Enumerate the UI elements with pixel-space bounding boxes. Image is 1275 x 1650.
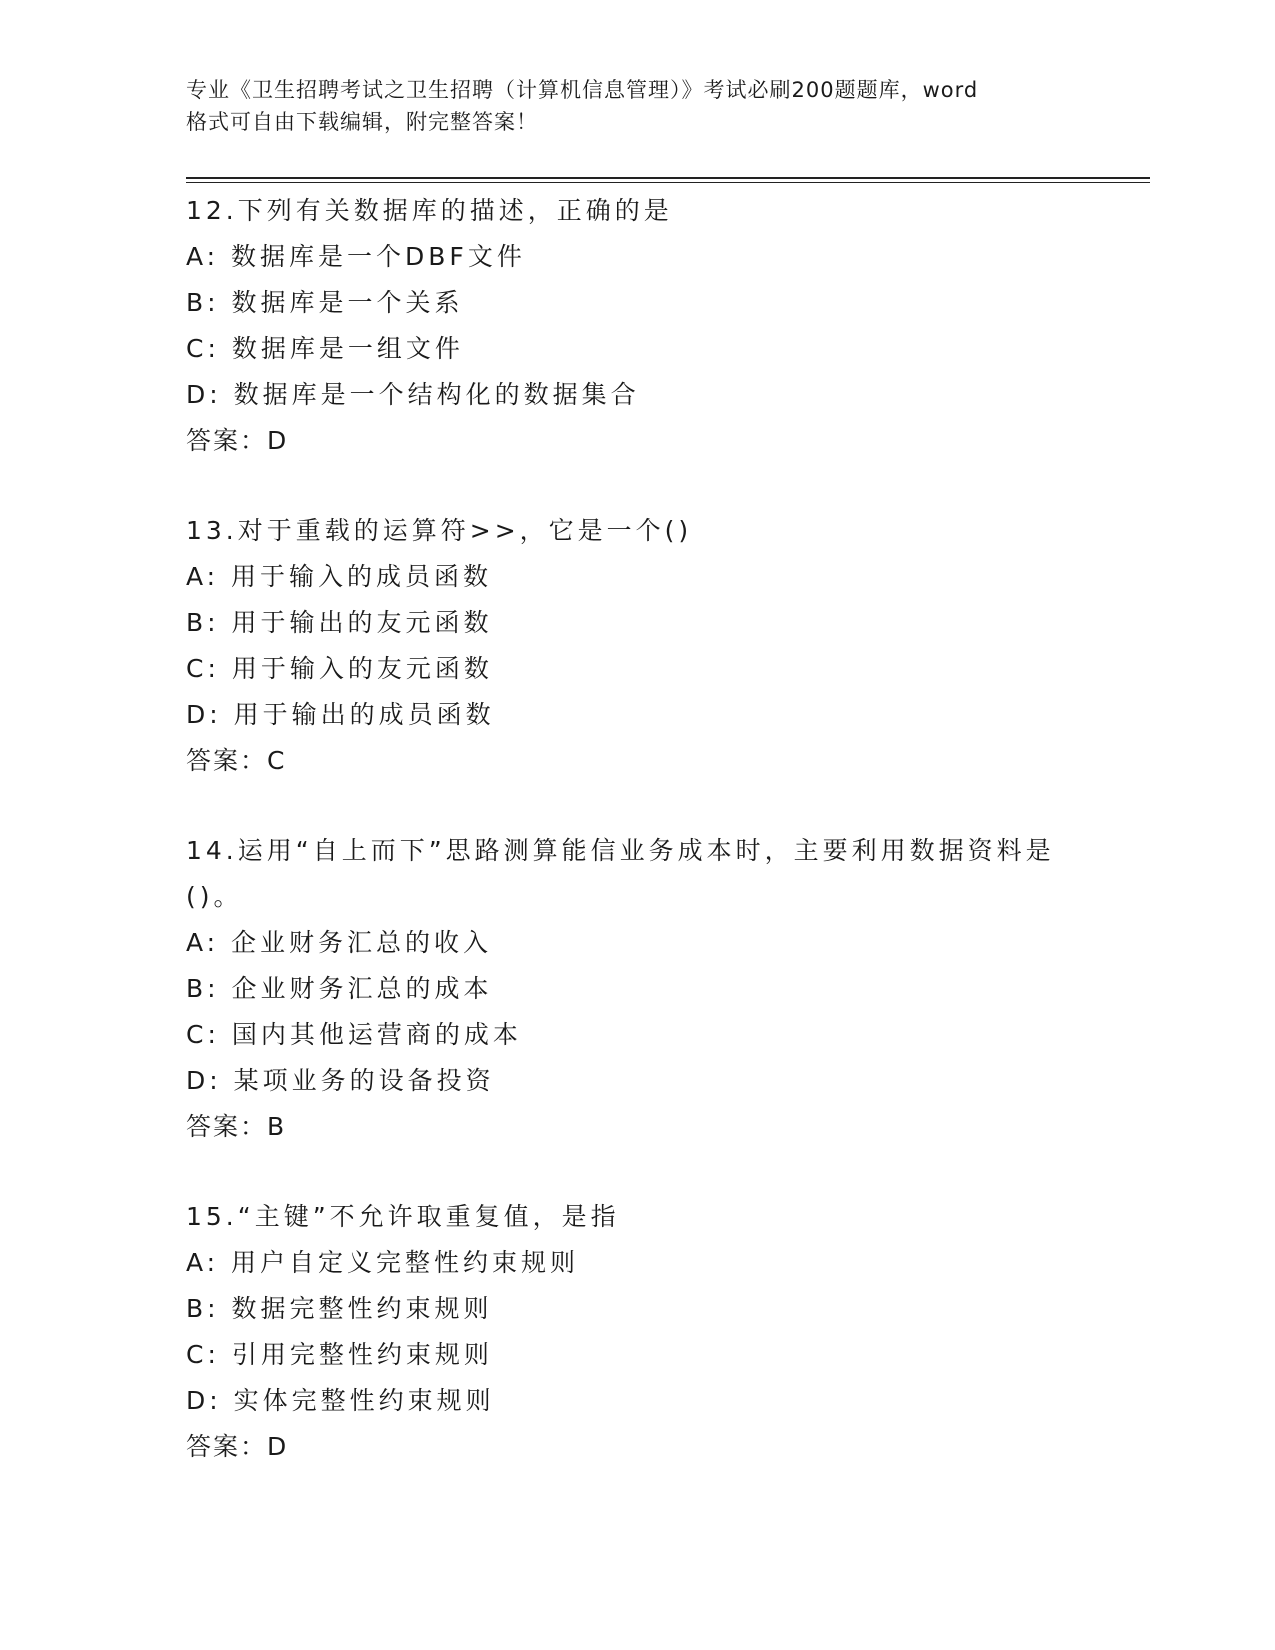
document-header: [186, 74, 1086, 138]
question-stem: 15.“主键”不允许取重复值，是指: [186, 1202, 620, 1231]
answer-label: 答案：: [186, 1432, 268, 1461]
answer-line: [186, 1104, 1086, 1150]
option-a: A: 用于输入的成员函数: [186, 562, 493, 591]
option-a: A: 数据库是一个DBF文件: [186, 242, 526, 271]
header-line-2: 格式可自由下载编辑，附完整答案！: [186, 110, 538, 134]
answer-label: 答案：: [186, 1112, 268, 1141]
question-stem: 12.下列有关数据库的描述，正确的是: [186, 196, 673, 225]
header-divider-thin: [186, 182, 1150, 183]
answer-value: D: [267, 426, 288, 455]
answer-value: D: [267, 1432, 288, 1461]
option-b: B: 数据库是一个关系: [186, 288, 464, 317]
question-12: [186, 188, 1086, 464]
option-d: D: 用于输出的成员函数: [186, 700, 495, 729]
question-13: [186, 508, 1086, 784]
header-line-1: 专业《卫生招聘考试之卫生招聘（计算机信息管理）》考试必刷200题题库，word: [186, 78, 979, 102]
question-list: [186, 188, 1086, 1514]
option-c: C: 数据库是一组文件: [186, 334, 464, 363]
option-d: D: 数据库是一个结构化的数据集合: [186, 380, 640, 409]
option-b: B: 企业财务汇总的成本: [186, 974, 493, 1003]
question-14: [186, 828, 1086, 1150]
option-b: B: 数据完整性约束规则: [186, 1294, 493, 1323]
question-15: [186, 1194, 1086, 1470]
answer-line: [186, 738, 1086, 784]
option-a: A: 用户自定义完整性约束规则: [186, 1248, 580, 1277]
answer-label: 答案：: [186, 426, 268, 455]
option-d: D: 实体完整性约束规则: [186, 1386, 495, 1415]
answer-line: [186, 418, 1086, 464]
question-stem: 13.对于重载的运算符>>，它是一个(): [186, 516, 693, 545]
question-stem: 14.运用“自上而下”思路测算能信业务成本时，主要利用数据资料是()。: [186, 836, 1055, 911]
answer-value: B: [267, 1112, 286, 1141]
option-b: B: 用于输出的友元函数: [186, 608, 493, 637]
answer-label: 答案：: [186, 746, 268, 775]
answer-line: [186, 1424, 1086, 1470]
option-c: C: 用于输入的友元函数: [186, 654, 493, 683]
answer-value: C: [267, 746, 286, 775]
option-a: A: 企业财务汇总的收入: [186, 928, 493, 957]
header-divider-thick: [186, 177, 1150, 179]
option-d: D: 某项业务的设备投资: [186, 1066, 495, 1095]
option-c: C: 国内其他运营商的成本: [186, 1020, 522, 1049]
option-c: C: 引用完整性约束规则: [186, 1340, 493, 1369]
